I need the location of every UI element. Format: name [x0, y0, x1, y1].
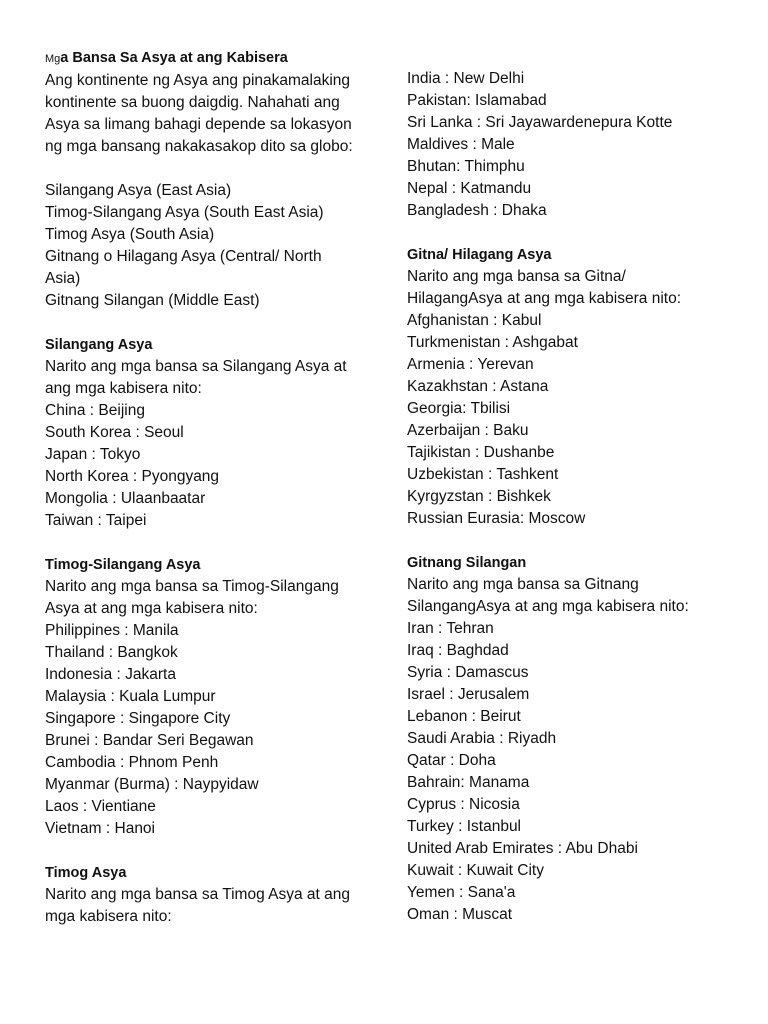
list-item: Uzbekistan : Tashkent	[407, 466, 559, 483]
intro-line: kontinente sa buong daigdig. Nahahati ang	[45, 94, 340, 111]
region-list-item: Timog Asya (South Asia)	[45, 226, 215, 243]
intro-line: Ang kontinente ng Asya ang pinakamalaking	[45, 72, 351, 89]
list-item: Armenia : Yerevan	[407, 356, 534, 373]
region-list-item: Timog-Silangang Asya (South East Asia)	[45, 204, 324, 221]
list-item: Israel : Jerusalem	[407, 686, 530, 703]
section-desc: Narito ang mga bansa sa Gitna/	[407, 268, 626, 285]
list-item: Cyprus : Nicosia	[407, 796, 520, 813]
list-item: Bangladesh : Dhaka	[407, 202, 547, 219]
list-item: Turkmenistan : Ashgabat	[407, 334, 578, 351]
list-item: Iraq : Baghdad	[407, 642, 509, 659]
spacer	[45, 312, 385, 334]
list-item: Pakistan: Islamabad	[407, 92, 547, 109]
spacer	[407, 222, 737, 244]
list-item: Russian Eurasia: Moscow	[407, 510, 586, 527]
section-desc: Narito ang mga bansa sa Timog-Silangang	[45, 578, 339, 595]
section-desc: ang mga kabisera nito:	[45, 380, 202, 397]
list-item: Taiwan : Taipei	[45, 512, 147, 529]
list-item: Myanmar (Burma) : Naypyidaw	[45, 776, 259, 793]
list-item: Malaysia : Kuala Lumpur	[45, 688, 216, 705]
right-column	[407, 68, 737, 926]
list-item: Mongolia : Ulaanbaatar	[45, 490, 206, 507]
document-title	[45, 47, 385, 70]
list-item: Afghanistan : Kabul	[407, 312, 542, 329]
list-item: Georgia: Tbilisi	[407, 400, 511, 417]
list-item: Japan : Tokyo	[45, 446, 141, 463]
list-item: Oman : Muscat	[407, 906, 513, 923]
list-item: Kazakhstan : Astana	[407, 378, 549, 395]
list-item: Indonesia : Jakarta	[45, 666, 176, 683]
list-item: United Arab Emirates : Abu Dhabi	[407, 840, 638, 857]
region-list-item: Silangang Asya (East Asia)	[45, 182, 232, 199]
list-item: Bhutan: Thimphu	[407, 158, 525, 175]
list-item: Azerbaijan : Baku	[407, 422, 529, 439]
region-list-item: Gitnang o Hilagang Asya (Central/ North	[45, 248, 322, 265]
title-prefix: Mg	[45, 53, 61, 65]
section-heading-east-asia: Silangang Asya	[45, 337, 153, 353]
spacer	[45, 158, 385, 180]
section-heading-southeast-asia: Timog-Silangang Asya	[45, 557, 201, 573]
list-item: India : New Delhi	[407, 70, 525, 87]
list-item: Qatar : Doha	[407, 752, 496, 769]
list-item: Bahrain: Manama	[407, 774, 530, 791]
section-heading-middle-east: Gitnang Silangan	[407, 555, 527, 571]
list-item: Vietnam : Hanoi	[45, 820, 155, 837]
list-item: Nepal : Katmandu	[407, 180, 532, 197]
list-item: Iran : Tehran	[407, 620, 494, 637]
list-item: North Korea : Pyongyang	[45, 468, 220, 485]
left-column	[45, 47, 385, 928]
list-item: South Korea : Seoul	[45, 424, 184, 441]
list-item: Tajikistan : Dushanbe	[407, 444, 555, 461]
section-desc: SilangangAsya at ang mga kabisera nito:	[407, 598, 689, 615]
list-item: Syria : Damascus	[407, 664, 529, 681]
spacer	[45, 532, 385, 554]
section-desc: HilagangAsya at ang mga kabisera nito:	[407, 290, 681, 307]
section-desc: Narito ang mga bansa sa Timog Asya at ang	[45, 886, 351, 903]
list-item: Lebanon : Beirut	[407, 708, 521, 725]
section-heading-central-asia: Gitna/ Hilagang Asya	[407, 247, 552, 263]
spacer	[407, 530, 737, 552]
spacer	[45, 840, 385, 862]
list-item: Brunei : Bandar Seri Begawan	[45, 732, 254, 749]
list-item: Turkey : Istanbul	[407, 818, 522, 835]
list-item: Sri Lanka : Sri Jayawardenepura Kotte	[407, 114, 673, 131]
list-item: China : Beijing	[45, 402, 145, 419]
region-list-item: Gitnang Silangan (Middle East)	[45, 292, 260, 309]
list-item: Saudi Arabia : Riyadh	[407, 730, 557, 747]
list-item: Cambodia : Phnom Penh	[45, 754, 219, 771]
intro-line: ng mga bansang nakakasakop dito sa globo:	[45, 138, 353, 155]
list-item: Yemen : Sana'a	[407, 884, 516, 901]
intro-line: Asya sa limang bahagi depende sa lokasyon	[45, 116, 352, 133]
section-desc: Narito ang mga bansa sa Gitnang	[407, 576, 639, 593]
list-item: Kuwait : Kuwait City	[407, 862, 544, 879]
section-desc: mga kabisera nito:	[45, 908, 172, 925]
list-item: Laos : Vientiane	[45, 798, 156, 815]
list-item: Singapore : Singapore City	[45, 710, 231, 727]
region-list-item: Asia)	[45, 270, 81, 287]
list-item: Kyrgyzstan : Bishkek	[407, 488, 551, 505]
section-desc: Asya at ang mga kabisera nito:	[45, 600, 258, 617]
list-item: Thailand : Bangkok	[45, 644, 178, 661]
title-rest: a Bansa Sa Asya at ang Kabisera	[60, 50, 288, 66]
list-item: Philippines : Manila	[45, 622, 179, 639]
section-heading-south-asia: Timog Asya	[45, 865, 127, 881]
list-item: Maldives : Male	[407, 136, 515, 153]
section-desc: Narito ang mga bansa sa Silangang Asya at	[45, 358, 347, 375]
